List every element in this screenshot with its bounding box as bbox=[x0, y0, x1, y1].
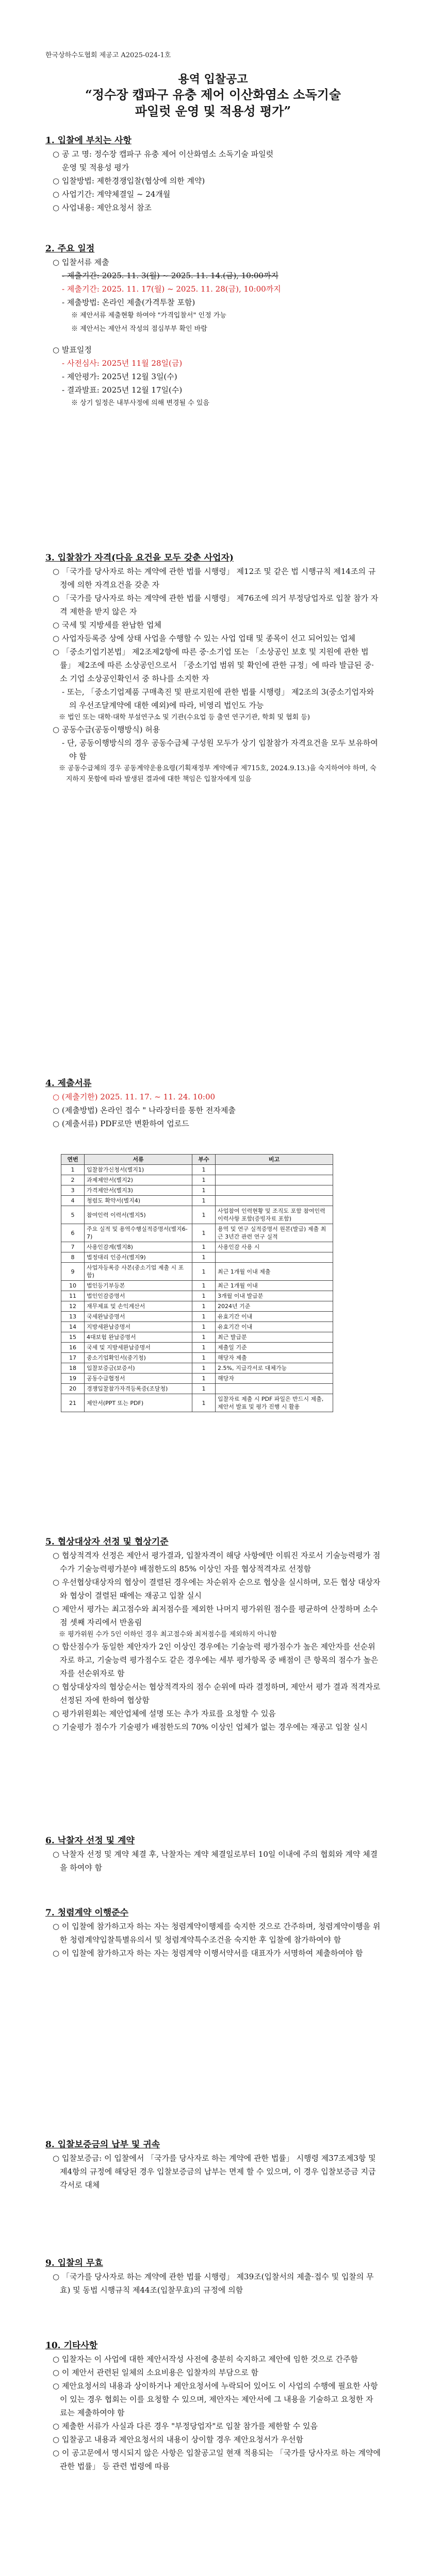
list-item: ○ 발표일정 bbox=[53, 345, 92, 354]
table-cell: 청렴도 확약서(별지4) bbox=[85, 1196, 192, 1206]
list-item: ○ 이 입찰에 참가하고자 하는 자는 청렴계약 이행서약서를 대표자가 서명하여 제출하여야 함 bbox=[53, 1948, 363, 1958]
list-item: ○ 평가위원회는 제안업체에 설명 또는 추가 자료를 요청할 수 있음 bbox=[53, 1709, 276, 1718]
table-row bbox=[61, 1281, 333, 1291]
list-item-highlight: - 제출기간: 2025. 11. 17(월) ~ 2025. 11. 28(금), 10:00까지 bbox=[62, 284, 281, 294]
list-item: ○ 이 제안서 관련된 일체의 소요비용은 입찰자의 부담으로 함 bbox=[53, 2368, 258, 2377]
list-item: ○ 합산점수가 동일한 제안자가 2인 이상인 경우에는 기술능력 평가점수가 높은 제안자를 선순위자로 하고, 기술능력 평가점수도 같은 경우에는 세부 평가항목 중 배점이 큰 항목의 점수가 높은 자를 선순위자로 함 bbox=[53, 1642, 379, 1678]
table-cell: 해당자 bbox=[216, 1374, 333, 1384]
list-item: ○ 입찰방법: 제한경쟁입찰(협상에 의한 계약) bbox=[53, 176, 205, 185]
table-cell: 용역 및 연구 실적증명서 원본(발급) 제출 최근 3년간 관련 연구 실적 bbox=[216, 1224, 333, 1242]
list-item: ○ 입찰보증금: 이 입찰에서 「국가를 당사자로 하는 계약에 관한 법률」 시행령 제37조제3항 및 제4항의 규정에 해당된 경우 입찰보증금의 납부는 면제 할 수 있으며, 이 경우 입찰보증금 지급각서로 대체 bbox=[53, 2154, 376, 2190]
table-cell: 최근 1개월 이내 제출 bbox=[216, 1263, 333, 1281]
table-cell: 1 bbox=[192, 1206, 216, 1224]
section-misc bbox=[45, 2339, 381, 2473]
table-cell: 1 bbox=[192, 1252, 216, 1263]
table-cell: 1 bbox=[192, 1281, 216, 1291]
list-item: ○ 입찰공고 내용과 제안요청서의 내용이 상이할 경우 제안요청서가 우선함 bbox=[53, 2435, 303, 2444]
table-cell: 주요 실적 및 용역수행실적증명서(별지6-7) bbox=[85, 1224, 192, 1242]
table-cell bbox=[216, 1185, 333, 1196]
list-item: ○ 국세 및 지방세를 완납한 업체 bbox=[53, 620, 161, 630]
table-row bbox=[61, 1175, 333, 1185]
table-cell: 공동수급협정서 bbox=[85, 1374, 192, 1384]
table-cell bbox=[216, 1252, 333, 1263]
table-cell: 1 bbox=[192, 1384, 216, 1394]
table-cell: 11 bbox=[61, 1291, 85, 1301]
table-cell: 1 bbox=[192, 1185, 216, 1196]
section-heading: 6. 낙찰자 선정 및 계약 bbox=[45, 1836, 135, 1846]
section-heading: 2. 주요 일정 bbox=[45, 244, 95, 254]
section-heading: 8. 입찰보증금의 납부 및 귀속 bbox=[45, 2140, 160, 2150]
table-cell: 2 bbox=[61, 1175, 85, 1185]
table-cell: 13 bbox=[61, 1312, 85, 1322]
table-cell: 1 bbox=[192, 1394, 216, 1412]
note: ※ 제안서류 제출현황 하여야 "가격입찰서" 인정 가능 bbox=[71, 312, 226, 319]
table-row bbox=[61, 1343, 333, 1353]
table-cell: 3개월 이내 발급분 bbox=[216, 1291, 333, 1301]
table-row bbox=[61, 1206, 333, 1224]
table-cell: 1 bbox=[192, 1312, 216, 1322]
list-item: - 제출기간: 2025. 11. 3(월) ~ 2025. 11. 14.(금), 10:00까지 bbox=[62, 271, 278, 280]
table-cell: 가격제안서(별지3) bbox=[85, 1185, 192, 1196]
list-item: ○ 이 입찰에 참가하고자 하는 자는 청렴계약이행제를 숙지한 것으로 간주하며, 청렴계약이행을 위한 청렴계약입찰특별유의서 및 청렴계약특수조건을 숙지한 후 입찰에 참가하여야 함 bbox=[53, 1922, 381, 1944]
list-item: ○ 제출한 서류가 사실과 다른 경우 "부정당업자"로 입찰 참가를 제한할 수 있음 bbox=[53, 2421, 318, 2431]
table-cell: 1 bbox=[192, 1291, 216, 1301]
table-cell: 19 bbox=[61, 1374, 85, 1384]
section-heading: 1. 입찰에 부치는 사항 bbox=[45, 135, 132, 146]
table-cell: 9 bbox=[61, 1263, 85, 1281]
table-cell bbox=[216, 1384, 333, 1394]
list-item: ○ 「중소기업기본법」 제2조제2항에 따른 중·소기업 또는 「소상공인 보호 및 지원에 관한 법률」 제2조에 따른 소상공인으로서 「중소기업 범위 및 확인에 관한 규정」에 따라 발급된 중·소 기업 소상공인확인서 중 하나를 소지한 자 bbox=[53, 647, 374, 683]
list-item: ○ 낙찰자 선정 및 계약 체결 후, 낙찰자는 계약 체결일로부터 10일 이내에 주의 협회와 계약 체결을 하여야 함 bbox=[53, 1850, 378, 1872]
list-item: - 제안평가: 2025년 12월 3일(수) bbox=[62, 372, 177, 381]
table-cell: 1 bbox=[192, 1196, 216, 1206]
section-invalid bbox=[45, 2257, 381, 2297]
table-row bbox=[61, 1252, 333, 1263]
table-row bbox=[61, 1196, 333, 1206]
table-row bbox=[61, 1301, 333, 1312]
note: ※ 법인 또는 대학·대학 부설연구소 및 기관(수요업 등 출연 연구기관, 학회 및 협회 등) bbox=[59, 714, 310, 721]
list-item: ○ 이 공고문에서 명시되지 않은 사항은 입찰공고일 현재 적용되는 「국가를 당사자로 하는 계약에 관한 법률」 등 관련 법령에 따름 bbox=[53, 2448, 381, 2471]
table-cell: 법정대리 인증서(별지9) bbox=[85, 1252, 192, 1263]
table-header: 연번 bbox=[61, 1155, 85, 1165]
title-block bbox=[0, 72, 426, 120]
table-cell: 5 bbox=[61, 1206, 85, 1224]
table-cell bbox=[216, 1196, 333, 1206]
list-item: - 제출방법: 온라인 제출(가격투찰 포함) bbox=[62, 298, 195, 307]
table-cell: 참여인력 이력서(별지5) bbox=[85, 1206, 192, 1224]
table-cell: 1 bbox=[192, 1353, 216, 1363]
table-cell: 2024년 기준 bbox=[216, 1301, 333, 1312]
table-cell: 입찰자료 제출 시 PDF 파일은 반드시 제출, 제안서 발표 및 평가 진행 시 활용 bbox=[216, 1394, 333, 1412]
table-cell: 법인등기부등본 bbox=[85, 1281, 192, 1291]
document-table bbox=[61, 1154, 333, 1412]
table-row bbox=[61, 1332, 333, 1343]
table-row bbox=[61, 1312, 333, 1322]
list-item: ○ 「국가를 당사자로 하는 계약에 관한 법률 시행령」 제76조에 의거 부정당업자로 입찰 참가 자격 제한을 받지 않은 자 bbox=[53, 594, 379, 616]
table-cell: 16 bbox=[61, 1343, 85, 1353]
title-line1: 용역 입찰공고 bbox=[178, 73, 248, 86]
list-item-highlight: ○ (제출기한) 2025. 11. 17. ~ 11. 24. 10:00 bbox=[53, 1092, 216, 1101]
table-cell: 제안서(PPT 또는 PDF) bbox=[85, 1394, 192, 1412]
table-cell: 4 bbox=[61, 1196, 85, 1206]
list-item: ○ 사업내용: 제안요청서 참조 bbox=[53, 203, 152, 212]
list-item: ○ 「국가를 당사자로 하는 계약에 관한 법률 시행령」 제12조 및 같은 법 시행규칙 제14조의 규정에 의한 자격요건을 갖춘 자 bbox=[53, 567, 376, 589]
list-item: ○ 사업기간: 계약체결일 ~ 24개월 bbox=[53, 190, 171, 199]
table-cell: 최근 발급분 bbox=[216, 1332, 333, 1343]
section-heading: 3. 입찰참가 자격(다음 요건을 모두 갖춘 사업자) bbox=[45, 553, 234, 563]
table-cell: 해당자 제출 bbox=[216, 1353, 333, 1363]
table-cell: 1 bbox=[192, 1322, 216, 1332]
section-eligibility bbox=[45, 551, 381, 785]
list-item: ○ 사업자등록증 상에 상태 사업을 수행할 수 있는 사업 업태 및 종목이 선고 되어있는 업체 bbox=[53, 634, 355, 643]
table-cell: 14 bbox=[61, 1322, 85, 1332]
table-cell bbox=[216, 1165, 333, 1175]
table-cell: 1 bbox=[192, 1165, 216, 1175]
list-item: ○ 입찰서류 제출 bbox=[53, 258, 109, 267]
table-row bbox=[61, 1374, 333, 1384]
table-cell: 사용인감 사용 시 bbox=[216, 1242, 333, 1252]
table-header-row bbox=[61, 1155, 333, 1165]
table-cell: 최근 1개월 이내 bbox=[216, 1281, 333, 1291]
list-item: ○ (제출방법) 온라인 접수 " 나라장터를 통한 전자제출 bbox=[53, 1106, 236, 1115]
table-cell: 18 bbox=[61, 1363, 85, 1374]
table-cell: 15 bbox=[61, 1332, 85, 1343]
note: ※ 공동수급체의 경우 공동계약운용요령(기획재정부 계약예규 제715호, 2024.9.13.)을 숙지하여야 하며, 숙지하지 못함에 따라 발생된 결과에 대한 책임은 입찰자에게 있음 bbox=[59, 765, 376, 783]
note: ※ 평가위원 수가 5인 이하인 경우 최고점수와 최저점수를 제외하지 아니함 bbox=[59, 1631, 277, 1638]
table-row bbox=[61, 1394, 333, 1412]
table-cell: 1 bbox=[192, 1242, 216, 1252]
table-cell: 1 bbox=[192, 1374, 216, 1384]
list-item-highlight: - 사전심사: 2025년 11월 28일(금) bbox=[62, 359, 183, 368]
table-header: 비고 bbox=[216, 1155, 333, 1165]
table-cell: 7 bbox=[61, 1242, 85, 1252]
table-cell: 1 bbox=[192, 1363, 216, 1374]
table-row bbox=[61, 1322, 333, 1332]
table-cell: 1 bbox=[192, 1175, 216, 1185]
table-cell: 6 bbox=[61, 1224, 85, 1242]
section-documents bbox=[45, 1077, 381, 1130]
table-cell: 유효기간 이내 bbox=[216, 1312, 333, 1322]
list-item: ○ 우선협상대상자의 협상이 결렬된 경우에는 차순위자 순으로 협상을 실시하며, 모든 협상 대상자와 협상이 결렬된 때에는 재공고 입찰 실시 bbox=[53, 1578, 381, 1600]
table-cell: 1 bbox=[192, 1263, 216, 1281]
table-cell: 1 bbox=[192, 1343, 216, 1353]
list-item: ○ 공동수급(공동이행방식) 허용 bbox=[53, 725, 160, 734]
section-schedule bbox=[45, 242, 381, 410]
table-row bbox=[61, 1291, 333, 1301]
table-cell: 제출일 기준 bbox=[216, 1343, 333, 1353]
section-heading: 10. 기타사항 bbox=[45, 2341, 98, 2351]
table-row bbox=[61, 1363, 333, 1374]
document-number: 한국상하수도협회 제공고 A2025-024-1호 bbox=[45, 52, 171, 59]
table-cell: 국세완납증명서 bbox=[85, 1312, 192, 1322]
table-cell: 3 bbox=[61, 1185, 85, 1196]
table-cell: 재무제표 및 손익계산서 bbox=[85, 1301, 192, 1312]
table-cell: 10 bbox=[61, 1281, 85, 1291]
table-cell: 경쟁입찰참가자격등록증(조달청) bbox=[85, 1384, 192, 1394]
table-cell: 사용인감계(별지8) bbox=[85, 1242, 192, 1252]
table-cell: 1 bbox=[192, 1332, 216, 1343]
table-row bbox=[61, 1165, 333, 1175]
section-bid-items bbox=[45, 134, 381, 214]
table-header: 서류 bbox=[85, 1155, 192, 1165]
table-cell: 4대보험 완납증명서 bbox=[85, 1332, 192, 1343]
list-item: - 또는, 「중소기업제품 구매촉진 및 판로지원에 관한 법률 시행령」 제2조의 3(중소기업자와의 우선조달계약에 대한 예외)에 따라, 비영리 법인도 가능 bbox=[62, 687, 374, 710]
list-item: - 단, 공동이행방식의 경우 공동수급체 구성원 모두가 상기 입찰참가 자격요건을 모두 보유하여야 함 bbox=[62, 738, 378, 761]
list-item: ○ 제안요청서의 내용과 상이하거나 제안요청서에 누락되어 있어도 이 사업의 수행에 필요한 사항이 있는 경우 협회는 이를 요청할 수 있으며, 제안자는 제안서에 그 내용을 기술하고 요청한 자료는 제출하여야 함 bbox=[53, 2381, 378, 2417]
table-row bbox=[61, 1353, 333, 1363]
list-item: 운영 및 적용성 평가 bbox=[62, 163, 129, 172]
table-cell: 중소기업확인서(중기청) bbox=[85, 1353, 192, 1363]
list-item: ○ (제출서류) PDF로만 변환하여 업로드 bbox=[53, 1119, 189, 1128]
title-line2: “정수장 캡파구 유충 제어 이산화염소 소독기술 bbox=[85, 87, 341, 102]
section-deposit bbox=[45, 2138, 381, 2192]
section-heading: 4. 제출서류 bbox=[45, 1078, 92, 1089]
table-cell: 사업참여 인력현황 및 조직도 포함 참여인력 이력사항 포함(증빙자료 포함) bbox=[216, 1206, 333, 1224]
note: ※ 상기 일정은 내부사정에 의해 변경될 수 있음 bbox=[71, 399, 209, 407]
list-item: ○ 공 고 명: 정수장 캡파구 유충 제어 이산화염소 소독기술 파일럿 bbox=[53, 149, 274, 159]
table-cell: 입찰보증금(보증서) bbox=[85, 1363, 192, 1374]
list-item: ○ 협상대상자의 협상순서는 협상적격자의 점수 순위에 따라 결정하며, 제안서 평가 결과 적격자로 선정된 자에 한하여 협상함 bbox=[53, 1682, 381, 1705]
table-header: 부수 bbox=[192, 1155, 216, 1165]
table-cell: 입찰참가신청서(별지1) bbox=[85, 1165, 192, 1175]
section-heading: 7. 청렴계약 이행준수 bbox=[45, 1908, 128, 1918]
table-cell: 유효기간 이내 bbox=[216, 1322, 333, 1332]
table-row bbox=[61, 1242, 333, 1252]
note: ※ 제안서는 제안서 작성의 점심부부 확인 바람 bbox=[71, 325, 207, 333]
table-row bbox=[61, 1384, 333, 1394]
table-cell: 2.5%, 지급각서로 대체가능 bbox=[216, 1363, 333, 1374]
table-cell: 20 bbox=[61, 1384, 85, 1394]
table-cell: 8 bbox=[61, 1252, 85, 1263]
section-integrity bbox=[45, 1906, 381, 1960]
table-row bbox=[61, 1185, 333, 1196]
table-cell: 21 bbox=[61, 1394, 85, 1412]
section-negotiation bbox=[45, 1535, 381, 1734]
section-award bbox=[45, 1834, 381, 1874]
table-cell: 국세 및 지방세완납증명서 bbox=[85, 1343, 192, 1353]
section-heading: 9. 입찰의 무효 bbox=[45, 2258, 103, 2268]
table-cell: 1 bbox=[192, 1224, 216, 1242]
table-cell: 12 bbox=[61, 1301, 85, 1312]
table-cell: 법인인감증명서 bbox=[85, 1291, 192, 1301]
title-line3: 파일럿 운영 및 적용성 평가” bbox=[135, 104, 291, 118]
table-row bbox=[61, 1263, 333, 1281]
table-cell: 사업자등록증 사본(중소기업 제출 시 포함) bbox=[85, 1263, 192, 1281]
section-heading: 5. 협상대상자 선정 및 협상기준 bbox=[45, 1537, 169, 1547]
table-row bbox=[61, 1224, 333, 1242]
table-cell: 17 bbox=[61, 1353, 85, 1363]
list-item: - 결과발표: 2025년 12월 17일(수) bbox=[62, 385, 183, 395]
table-cell: 지방세완납증명서 bbox=[85, 1322, 192, 1332]
list-item: ○ 협상적격자 선정은 제안서 평가결과, 입찰자격이 해당 사항에만 이뤄진 자로서 기술능력평가 점수가 기술능력평가분야 배점한도의 85% 이상인 자를 협상적격자로 선정함 bbox=[53, 1551, 381, 1573]
list-item: ○ 기술평가 점수가 기술평가 배점한도의 70% 이상인 업체가 없는 경우에는 재공고 입찰 실시 bbox=[53, 1722, 368, 1732]
list-item: ○ 「국가를 당사자로 하는 계약에 관한 법률 시행령」 제39조(입찰서의 제출·접수 및 입찰의 무효) 및 동법 시행규칙 제44조(입찰무효)의 규정에 의함 bbox=[53, 2272, 374, 2295]
table-cell: 1 bbox=[61, 1165, 85, 1175]
list-item: ○ 제안서 평가는 최고점수와 최저점수를 제외한 나머지 평가위원 점수를 평균하여 산정하며 소수점 셋째 자리에서 반올림 bbox=[53, 1604, 378, 1627]
table-cell: 과제제안서(별지2) bbox=[85, 1175, 192, 1185]
list-item: ○ 입찰자는 이 사업에 대한 제안서작성 사전에 충분히 숙지하고 제안에 임한 것으로 간주함 bbox=[53, 2354, 358, 2364]
table-cell: 1 bbox=[192, 1301, 216, 1312]
table-cell bbox=[216, 1175, 333, 1185]
